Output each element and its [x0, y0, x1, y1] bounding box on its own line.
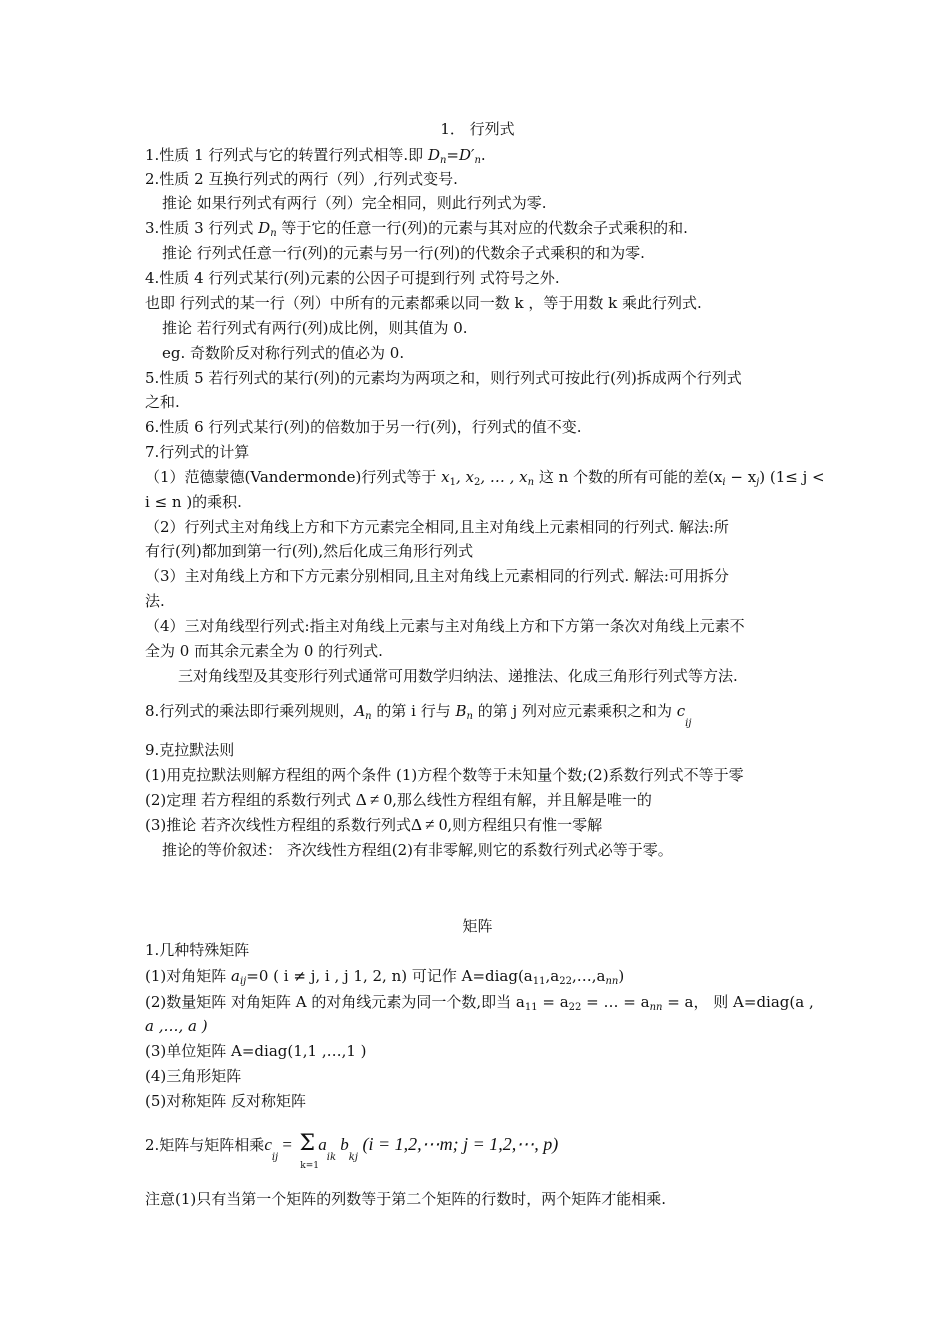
example-line: eg. 奇数阶反对称行列式的值必为 0. [162, 344, 405, 362]
scalar-matrix: (2)数量矩阵 对角矩阵 A 的对角线元素为同一个数,即当 $a_{11} = a_{22}$ = … = $a_{nn} = a$， 则 A=diag(a , [145, 993, 814, 1013]
scalar-matrix-cont: a ,…, a ) [145, 1017, 208, 1035]
property-2: 2.性质 2 互换行列式的两行（列）,行列式变号. [145, 170, 458, 188]
calc-heading: 7.行列式的计算 [145, 443, 250, 461]
cramer-equivalent: 推论的等价叙述： 齐次线性方程组(2)有非零解,则它的系数行列式必等于零。 [162, 841, 673, 859]
calc-3-cont: 法. [145, 592, 165, 610]
property-1: 1.性质 1 行列式与它的转置行列式相等.即 $D_n=D'_n$. [145, 146, 486, 166]
vandermonde-cont: i ≤ n )的乘积. [145, 493, 242, 511]
calc-4-cont: 全为 0 而其余元素全为 0 的行列式. [145, 642, 383, 660]
diagonal-matrix: (1)对角矩阵 $a_{ij}=0$ ( i ≠ j, i , j 1, 2, n) 可记作 $A=diag(a_{11},a_{22},\dots,a_{nn})$ [145, 967, 625, 987]
calc-2-cont: 有行(列)都加到第一行(列),然后化成三角形行列式 [145, 542, 474, 560]
section-title-matrix: 矩阵 [462, 917, 493, 935]
corollary-2: 推论 如果行列式有两行（列）完全相同，则此行列式为零. [162, 194, 547, 212]
matrix-multiplication-formula: 2.矩阵与矩阵相乘$c_{ij} = \Sigma$ k=1 $a_{ik}$ $b_{kj}$ (i = 1,2,⋯m; j = 1,2,⋯, p) [145, 1131, 559, 1171]
corollary-3: 推论 行列式任意一行(列)的元素与另一行(列)的代数余子式乘积的和为零. [162, 244, 645, 262]
property-4-explanation: 也即 行列式的某一行（列）中所有的元素都乘以同一数 k ，等于用数 k 乘此行列式. [145, 294, 702, 312]
property-5: 5.性质 5 若行列式的某行(列)的元素均为两项之和，则行列式可按此行(列)拆成两个行列式 [145, 369, 742, 387]
section-title-determinant: 1． 行列式 [440, 120, 515, 138]
cramer-1: (1)用克拉默法则解方程组的两个条件 (1)方程个数等于未知量个数;(2)系数行列式不等于零 [145, 766, 744, 784]
property-4: 4.性质 4 行列式某行(列)元素的公因子可提到行列 式符号之外. [145, 269, 560, 287]
triangular-matrix: (4)三角形矩阵 [145, 1067, 242, 1085]
summation-symbol: Σ k=1 [299, 1131, 319, 1171]
multiplication-rule: 8.行列式的乘法即行乘列规则，$A_n$ 的第 i 行与 $B_n$ 的第 j 列对应元素乘积之和为 $c_{ij}$ [145, 702, 692, 729]
calc-3: （3）主对角线上方和下方元素分别相同,且主对角线上元素相同的行列式. 解法:可用拆分 [145, 567, 729, 585]
cramer-3: (3)推论 若齐次线性方程组的系数行列式Δ ≠ 0,则方程组只有惟一零解 [145, 815, 603, 834]
calc-4: （4）三对角线型行列式:指主对角线上元素与主对角线上方和下方第一条次对角线上元素不 [145, 617, 745, 635]
cramer-heading: 9.克拉默法则 [145, 741, 235, 759]
property-6: 6.性质 6 行列式某行(列)的倍数加于另一行(列)，行列式的值不变. [145, 418, 582, 436]
special-matrices-heading: 1.几种特殊矩阵 [145, 941, 250, 959]
property-5-cont: 之和. [145, 393, 180, 411]
multiplication-note: 注意(1)只有当第一个矩阵的列数等于第二个矩阵的行数时，两个矩阵才能相乘. [145, 1190, 667, 1208]
tridiagonal-methods: 三对角线型及其变形行列式通常可用数学归纳法、递推法、化成三角形行列式等方法. [178, 667, 738, 685]
corollary-4: 推论 若行列式有两行(列)成比例，则其值为 0. [162, 319, 468, 337]
symmetric-matrix: (5)对称矩阵 反对称矩阵 [145, 1092, 307, 1110]
cramer-2: (2)定理 若方程组的系数行列式 Δ ≠ 0,那么线性方程组有解，并且解是唯一的 [145, 790, 652, 809]
calc-2: （2）行列式主对角线上方和下方元素完全相同,且主对角线上元素相同的行列式. 解法:所 [145, 518, 729, 536]
identity-matrix: (3)单位矩阵 A=diag(1,1 ,…,1 ) [145, 1042, 367, 1060]
property-3: 3.性质 3 行列式 $D_n$ 等于它的任意一行(列)的元素与其对应的代数余子式乘积的和. [145, 219, 688, 239]
vandermonde-line: （1）范德蒙德(Vandermonde)行列式等于 $x_1$, $x_2$, … , $x_n$ 这 n 个数的所有可能的差$(x_i - x_j)$ (1≤ j < [145, 468, 825, 488]
